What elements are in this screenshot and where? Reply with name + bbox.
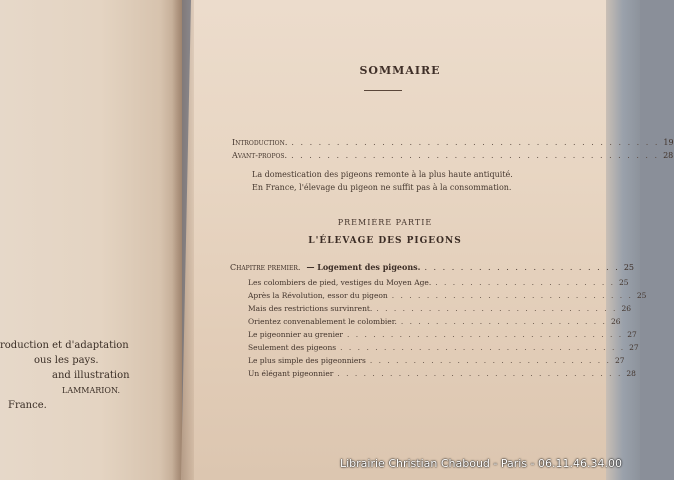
toc-sub-entry — [248, 343, 639, 352]
title-rule — [364, 90, 402, 91]
leader-dots: . . . . . . . . . . . . . . . . . . . . . . . . . . . . . . . . . — [340, 343, 626, 352]
sub-entry-text: Le plus simple des pigeonniers — [248, 356, 366, 365]
chapter-heading — [230, 262, 634, 272]
sub-entry-page: 25 — [618, 278, 629, 287]
part-title: L'ÉLEVAGE DES PIGEONS — [308, 236, 462, 246]
toc-sub-entry — [248, 278, 629, 287]
copyright-notice — [0, 338, 180, 413]
copyright-line: France. — [8, 400, 47, 411]
copyright-line: ous les pays. — [34, 355, 99, 366]
background-edge — [606, 0, 640, 480]
toc-entry-page: 28 — [663, 151, 674, 160]
leader-dots: . . . . . . . . . . . . . . . . . . . . . . . . — [400, 317, 607, 326]
leader-dots: . . . . . . . . . . . . . . . . . . . . . . — [424, 263, 620, 272]
toc-sub-entry — [248, 317, 621, 326]
toc-entry-label: Avant-propos. — [232, 151, 288, 160]
chapter-page: 25 — [623, 263, 634, 272]
leader-dots: . . . . . . . . . . . . . . . . . . . . . — [435, 278, 615, 287]
toc-sub-entry — [248, 304, 631, 313]
watermark-text: Librairie Christian Chaboud - Paris - 06.11.46.34.00 — [339, 457, 622, 470]
sub-entry-page: 27 — [614, 356, 625, 365]
intro-line: En France, l'élevage du pigeon ne suffit pas à la consommation. — [252, 183, 512, 192]
toc-entry-page: 19 — [663, 138, 674, 147]
leader-dots: . . . . . . . . . . . . . . . . . . . . . . . . . . . . . . . . . . . . . . . . . — [291, 151, 660, 160]
toc-sub-entry — [248, 330, 637, 339]
sub-entry-page: 27 — [629, 343, 639, 352]
sub-entry-page: 27 — [627, 330, 637, 339]
sub-entry-text: Le pigeonnier au grenier — [248, 330, 343, 339]
copyright-line: roduction et d'adaptation — [0, 340, 129, 351]
leader-dots: . . . . . . . . . . . . . . . . . . . . . . . . . . . . — [391, 291, 633, 300]
toc-sub-entry — [248, 369, 636, 378]
sub-entry-page: 25 — [636, 291, 647, 300]
leader-dots: . . . . . . . . . . . . . . . . . . . . . . . . . . . . — [369, 356, 611, 365]
sub-entry-text: Seulement des pigeons — [248, 343, 337, 352]
sub-entry-page: 28 — [626, 369, 636, 378]
sub-entry-page: 26 — [610, 317, 621, 326]
sub-entry-text: Les colombiers de pied, vestiges du Moyen Age. — [248, 278, 432, 287]
sub-entry-text: Après la Révolution, essor du pigeon — [248, 291, 388, 300]
chapter-prefix: Chapitre premier. — [230, 263, 301, 272]
intro-line: La domestication des pigeons remonte à la plus haute antiquité. — [252, 170, 513, 179]
toc-sub-entry — [248, 356, 625, 365]
copyright-line: and illustration — [52, 370, 130, 381]
sub-entry-text: Un élégant pigeonnier — [248, 369, 334, 378]
toc-entry — [232, 138, 674, 147]
copyright-line: LAMMARION. — [62, 386, 121, 395]
sub-entry-page: 26 — [621, 304, 631, 313]
leader-dots: . . . . . . . . . . . . . . . . . . . . . . . . . . . . . . . . — [347, 330, 624, 339]
leader-dots: . . . . . . . . . . . . . . . . . . . . . . . . . . . . — [376, 304, 618, 313]
toc-sub-entry — [248, 291, 647, 300]
toc-entry-label: Introduction. — [232, 138, 288, 147]
toc-entry — [232, 151, 674, 160]
sub-entry-text: Mais des restrictions survinrent. — [248, 304, 373, 313]
part-label: PREMIÈRE PARTIE — [337, 218, 433, 227]
chapter-title: — Logement des pigeons. — [306, 262, 421, 272]
page-title: SOMMAIRE — [359, 64, 441, 77]
leader-dots: . . . . . . . . . . . . . . . . . . . . . . . . . . . . . . . . . . . . . . . . . — [291, 138, 660, 147]
leader-dots: . . . . . . . . . . . . . . . . . . . . . . . . . . . . . . . . . — [337, 369, 623, 378]
sub-entry-text: Orientez convenablement le colombier. — [248, 317, 397, 326]
